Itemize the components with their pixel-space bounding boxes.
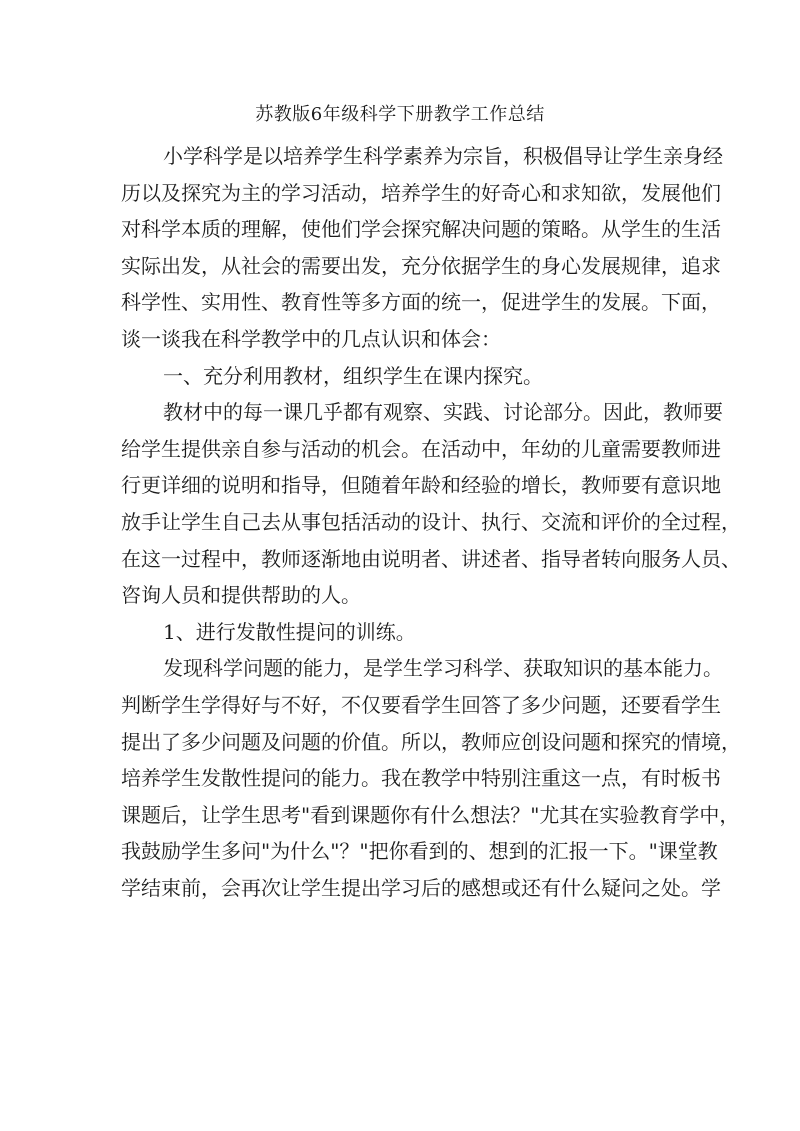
text-line: 谈一谈我在科学教学中的几点认识和体会： xyxy=(121,326,501,351)
text-line: 教材中的每一课几乎都有观察、实践、讨论部分。因此，教师要 xyxy=(163,400,723,425)
text-line: 提出了多少问题及问题的价值。所以，教师应创设问题和探究的情境， xyxy=(121,729,741,754)
text-line: 放手让学生自己去从事包括活动的设计、执行、交流和评价的全过程， xyxy=(121,509,741,534)
text-line: 历以及探究为主的学习活动，培养学生的好奇心和求知欲，发展他们 xyxy=(121,180,721,205)
text-line: 学结束前，会再次让学生提出学习后的感想或还有什么疑问之处。学 xyxy=(121,875,721,900)
text-line: 实际出发，从社会的需要出发，充分依据学生的身心发展规律，追求 xyxy=(121,253,721,278)
text-line: 科学性、实用性、教育性等多方面的统一，促进学生的发展。下面， xyxy=(121,290,721,315)
document-title: 苏教版6年级科学下册教学工作总结 xyxy=(255,104,545,125)
text-line: 小学科学是以培养学生科学素养为宗旨，积极倡导让学生亲身经 xyxy=(163,144,723,168)
text-line: 一、充分利用教材，组织学生在课内探究。 xyxy=(163,363,543,388)
text-line: 我鼓励学生多问"为什么"？"把你看到的、想到的汇报一下。"课堂教 xyxy=(121,839,718,864)
text-line: 课题后，让学生思考"看到课题你有什么想法？"尤其在实验教育学中， xyxy=(121,802,740,827)
document-body xyxy=(121,138,741,906)
text-line: 判断学生学得好与不好，不仅要看学生回答了多少问题，还要看学生 xyxy=(121,692,721,717)
text-line: 行更详细的说明和指导，但随着年龄和经验的增长，教师要有意识地 xyxy=(121,473,721,498)
text-line: 在这一过程中，教师逐渐地由说明者、讲述者、指导者转向服务人员、 xyxy=(121,546,741,571)
text-line: 发现科学问题的能力，是学生学习科学、获取知识的基本能力。 xyxy=(163,656,723,681)
text-line: 给学生提供亲自参与活动的机会。在活动中，年幼的儿童需要教师进 xyxy=(121,436,721,461)
text-line: 对科学本质的理解，使他们学会探究解决问题的策略。从学生的生活 xyxy=(121,217,721,242)
text-line: 1、进行发散性提问的训练。 xyxy=(163,619,416,644)
text-line: 咨询人员和提供帮助的人。 xyxy=(121,583,361,608)
text-line: 培养学生发散性提问的能力。我在教学中特别注重这一点，有时板书 xyxy=(121,766,721,791)
